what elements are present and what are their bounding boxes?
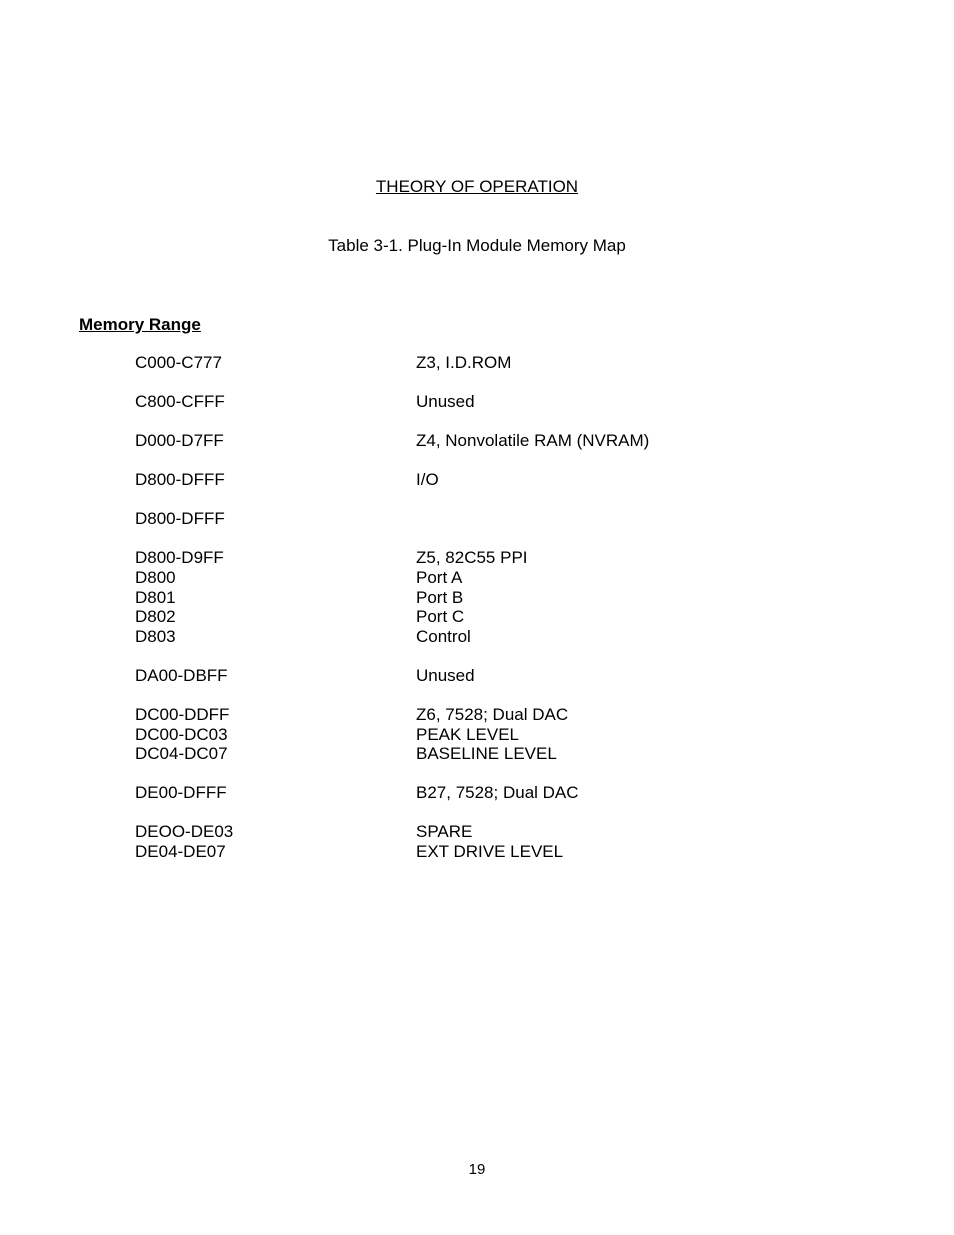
memory-range: D803 bbox=[135, 626, 176, 646]
page-number: 19 bbox=[468, 1161, 486, 1178]
memory-map-row bbox=[135, 548, 835, 568]
memory-map-row bbox=[135, 842, 835, 862]
memory-range: D800-D9FF bbox=[135, 548, 224, 568]
memory-map-row bbox=[135, 353, 835, 373]
memory-map-row bbox=[135, 588, 835, 608]
memory-range: DEOO-DE03 bbox=[135, 822, 234, 842]
memory-description bbox=[416, 509, 835, 529]
memory-range: D800-DFFF bbox=[135, 470, 225, 490]
memory-map-group bbox=[135, 705, 835, 764]
memory-map-row bbox=[135, 744, 835, 764]
memory-description: PEAK LEVEL bbox=[416, 724, 520, 744]
memory-map-row bbox=[135, 607, 835, 627]
page-title: THEORY OF OPERATION bbox=[375, 177, 579, 196]
memory-description: Z5, 82C55 PPI bbox=[416, 548, 528, 568]
memory-description: Port C bbox=[416, 607, 465, 627]
memory-range: C000-C777 bbox=[135, 353, 222, 372]
memory-range: DC00-DDFF bbox=[135, 705, 230, 725]
memory-map-row bbox=[135, 783, 835, 803]
memory-description: EXT DRIVE LEVEL bbox=[416, 842, 564, 861]
memory-description: Z6, 7528; Dual DAC bbox=[416, 705, 569, 725]
memory-range: D000-D7FF bbox=[135, 431, 224, 451]
memory-map-list bbox=[135, 353, 835, 881]
memory-range: D800 bbox=[135, 568, 176, 588]
memory-map-group bbox=[135, 666, 835, 686]
memory-map-row bbox=[135, 568, 835, 588]
memory-description: Z4, Nonvolatile RAM (NVRAM) bbox=[416, 431, 650, 451]
memory-description: Control bbox=[416, 626, 471, 646]
memory-map-group bbox=[135, 353, 835, 373]
memory-range: DE04-DE07 bbox=[135, 842, 226, 861]
memory-description: Unused bbox=[416, 392, 475, 412]
memory-range: D801 bbox=[135, 587, 176, 607]
memory-map-group bbox=[135, 431, 835, 451]
memory-range: D800-DFFF bbox=[135, 509, 225, 529]
memory-description: Port B bbox=[416, 587, 464, 607]
section-heading-memory-range: Memory Range bbox=[79, 315, 201, 334]
memory-map-row bbox=[135, 666, 835, 686]
memory-map-group bbox=[135, 548, 835, 646]
memory-description: BASELINE LEVEL bbox=[416, 744, 557, 764]
memory-range: DA00-DBFF bbox=[135, 665, 228, 685]
memory-map-group bbox=[135, 509, 835, 529]
memory-map-group bbox=[135, 783, 835, 803]
memory-range: C800-CFFF bbox=[135, 392, 225, 412]
memory-map-row bbox=[135, 431, 835, 451]
memory-range: D802 bbox=[135, 607, 176, 627]
memory-map-row bbox=[135, 705, 835, 725]
memory-range: DC04-DC07 bbox=[135, 744, 228, 764]
memory-map-row bbox=[135, 392, 835, 412]
memory-map-row bbox=[135, 470, 835, 490]
memory-map-row bbox=[135, 725, 835, 745]
memory-map-group bbox=[135, 822, 835, 861]
memory-map-row bbox=[135, 509, 835, 529]
memory-map-row bbox=[135, 627, 835, 647]
memory-description: Z3, I.D.ROM bbox=[416, 353, 512, 372]
memory-map-group bbox=[135, 392, 835, 412]
memory-map-group bbox=[135, 470, 835, 490]
memory-description: SPARE bbox=[416, 822, 473, 842]
memory-map-row bbox=[135, 822, 835, 842]
memory-description: I/O bbox=[416, 470, 439, 490]
memory-description: Unused bbox=[416, 665, 475, 685]
table-caption: Table 3-1. Plug-In Module Memory Map bbox=[328, 236, 626, 255]
memory-description: Port A bbox=[416, 568, 463, 588]
memory-description: B27, 7528; Dual DAC bbox=[416, 783, 579, 803]
memory-range: DC00-DC03 bbox=[135, 724, 228, 744]
memory-range: DE00-DFFF bbox=[135, 783, 227, 803]
